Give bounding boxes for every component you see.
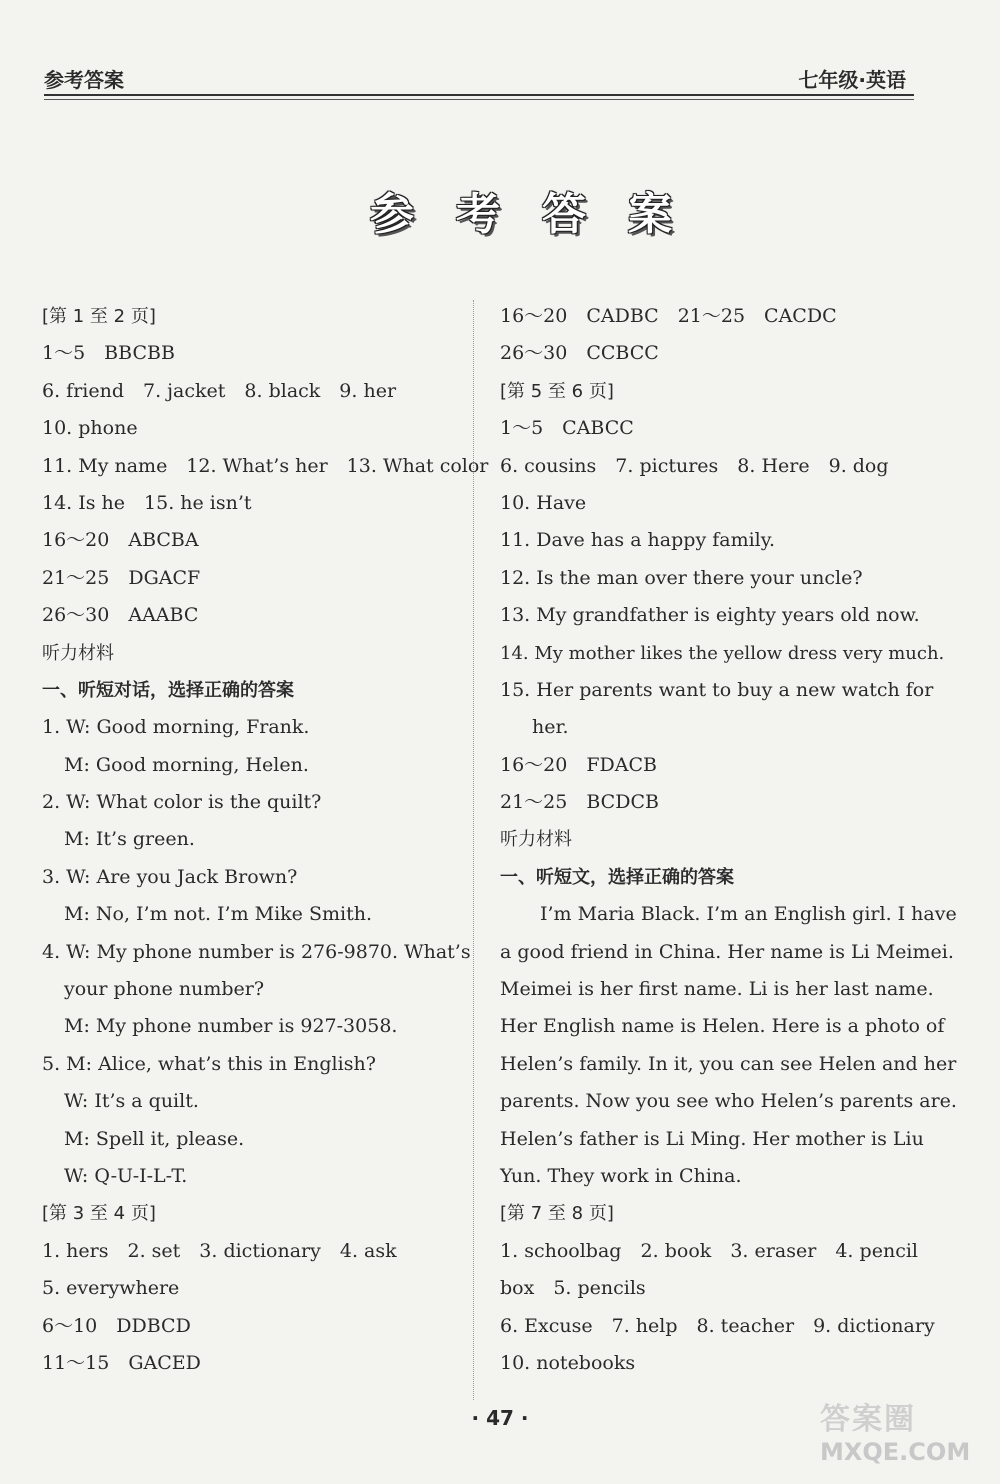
header-rule-thin xyxy=(44,99,914,100)
answer-line: 6. cousins 7. pictures 8. Here 9. dog xyxy=(500,454,889,477)
answer-line: 10. Have xyxy=(500,491,587,514)
answer-line: 6～10 DDBCD xyxy=(42,1314,191,1337)
section-heading: [第 5 至 6 页] xyxy=(500,380,614,402)
answer-line: 13. My grandfather is eighty years old now. xyxy=(500,604,920,627)
passage-line: parents. Now you see who Helen’s parents are. xyxy=(500,1090,957,1113)
answer-line: 6. friend 7. jacket 8. black 9. her xyxy=(42,379,397,402)
answer-line: 12. Is the man over there your uncle? xyxy=(500,566,863,589)
listening-material-label: 听力材料 xyxy=(42,642,114,664)
answer-line: 16～20 ABCBA xyxy=(42,529,199,552)
watermark-url: MXQE.COM xyxy=(820,1438,971,1466)
answer-line: 21～25 DGACF xyxy=(42,566,201,589)
header-left-label: 参考答案 xyxy=(44,68,124,92)
dialogue-line: M: No, I’m not. I’m Mike Smith. xyxy=(64,903,372,926)
header-right-label: 七年级·英语 xyxy=(798,68,906,92)
answer-line: 6. Excuse 7. help 8. teacher 9. dictionary xyxy=(500,1314,935,1337)
section-heading: [第 7 至 8 页] xyxy=(500,1203,614,1225)
answer-line: 14. My mother likes the yellow dress very much. xyxy=(500,642,945,664)
answer-line: box 5. pencils xyxy=(500,1277,646,1300)
answer-line: 10. phone xyxy=(42,417,138,440)
answer-line: 14. Is he 15. he isn’t xyxy=(42,491,252,514)
answer-line: 11. Dave has a happy family. xyxy=(500,529,775,552)
passage-line: Meimei is her first name. Li is her last name. xyxy=(500,978,934,1001)
answer-line: 11. My name 12. What’s her 13. What color xyxy=(42,454,489,477)
answer-line: 26～30 CCBCC xyxy=(500,342,659,365)
listening-section-heading: 一、听短文，选择正确的答案 xyxy=(500,866,734,888)
passage-line: Her English name is Helen. Here is a photo of xyxy=(500,1015,945,1038)
listening-section-heading: 一、听短对话，选择正确的答案 xyxy=(42,679,294,701)
answer-line: 1. schoolbag 2. book 3. eraser 4. pencil xyxy=(500,1239,918,1262)
passage-line: I’m Maria Black. I’m an English girl. I have xyxy=(540,903,957,926)
dialogue-line: W: It’s a quilt. xyxy=(64,1090,199,1113)
answer-line: 5. everywhere xyxy=(42,1277,180,1300)
passage-line: Helen’s family. In it, you can see Helen and her xyxy=(500,1052,957,1075)
right-column xyxy=(500,298,957,1382)
left-column xyxy=(42,298,489,1382)
dialogue-line: your phone number? xyxy=(64,978,265,1001)
answer-line: 1. hers 2. set 3. dictionary 4. ask xyxy=(42,1239,397,1262)
dialogue-line: W: Q-U-I-L-T. xyxy=(64,1164,188,1187)
dialogue-line: M: My phone number is 927-3058. xyxy=(64,1015,398,1038)
page-number: · 47 · xyxy=(471,1406,529,1430)
answer-line: 15. Her parents want to buy a new watch for xyxy=(500,678,934,701)
dialogue-line: 3. W: Are you Jack Brown? xyxy=(42,865,298,888)
answer-line: 10. notebooks xyxy=(500,1351,636,1374)
section-heading: [第 3 至 4 页] xyxy=(42,1203,156,1225)
dialogue-line: M: Good morning, Helen. xyxy=(64,753,309,776)
dialogue-line: 5. M: Alice, what’s this in English? xyxy=(42,1052,376,1075)
page-title: 参考答案 xyxy=(370,189,714,240)
dialogue-line: M: It’s green. xyxy=(64,828,195,851)
passage-line: Yun. They work in China. xyxy=(500,1164,742,1187)
answer-line: 1～5 BBCBB xyxy=(42,342,175,365)
dialogue-line: 2. W: What color is the quilt? xyxy=(42,791,322,814)
answer-line: 1～5 CABCC xyxy=(500,417,634,440)
watermark xyxy=(820,1394,990,1474)
listening-material-label: 听力材料 xyxy=(500,829,572,851)
answer-line: 16～20 CADBC 21～25 CACDC xyxy=(500,305,837,327)
passage-line: Helen’s father is Li Ming. Her mother is Liu xyxy=(500,1127,924,1150)
passage-line: a good friend in China. Her name is Li Meimei. xyxy=(500,940,954,963)
answer-line: 16～20 FDACB xyxy=(500,753,657,776)
answer-line: 11～15 GACED xyxy=(42,1351,201,1374)
dialogue-line: 1. W: Good morning, Frank. xyxy=(42,716,310,739)
answer-line: her. xyxy=(532,716,569,739)
dialogue-line: 4. W: My phone number is 276-9870. What’s xyxy=(42,940,471,963)
section-heading: [第 1 至 2 页] xyxy=(42,306,156,327)
watermark-logo-text: 答案圈 xyxy=(820,1402,916,1437)
header-rule xyxy=(44,94,914,96)
answer-line: 21～25 BCDCB xyxy=(500,791,659,814)
answer-line: 26～30 AAABC xyxy=(42,604,199,627)
dialogue-line: M: Spell it, please. xyxy=(64,1127,245,1150)
